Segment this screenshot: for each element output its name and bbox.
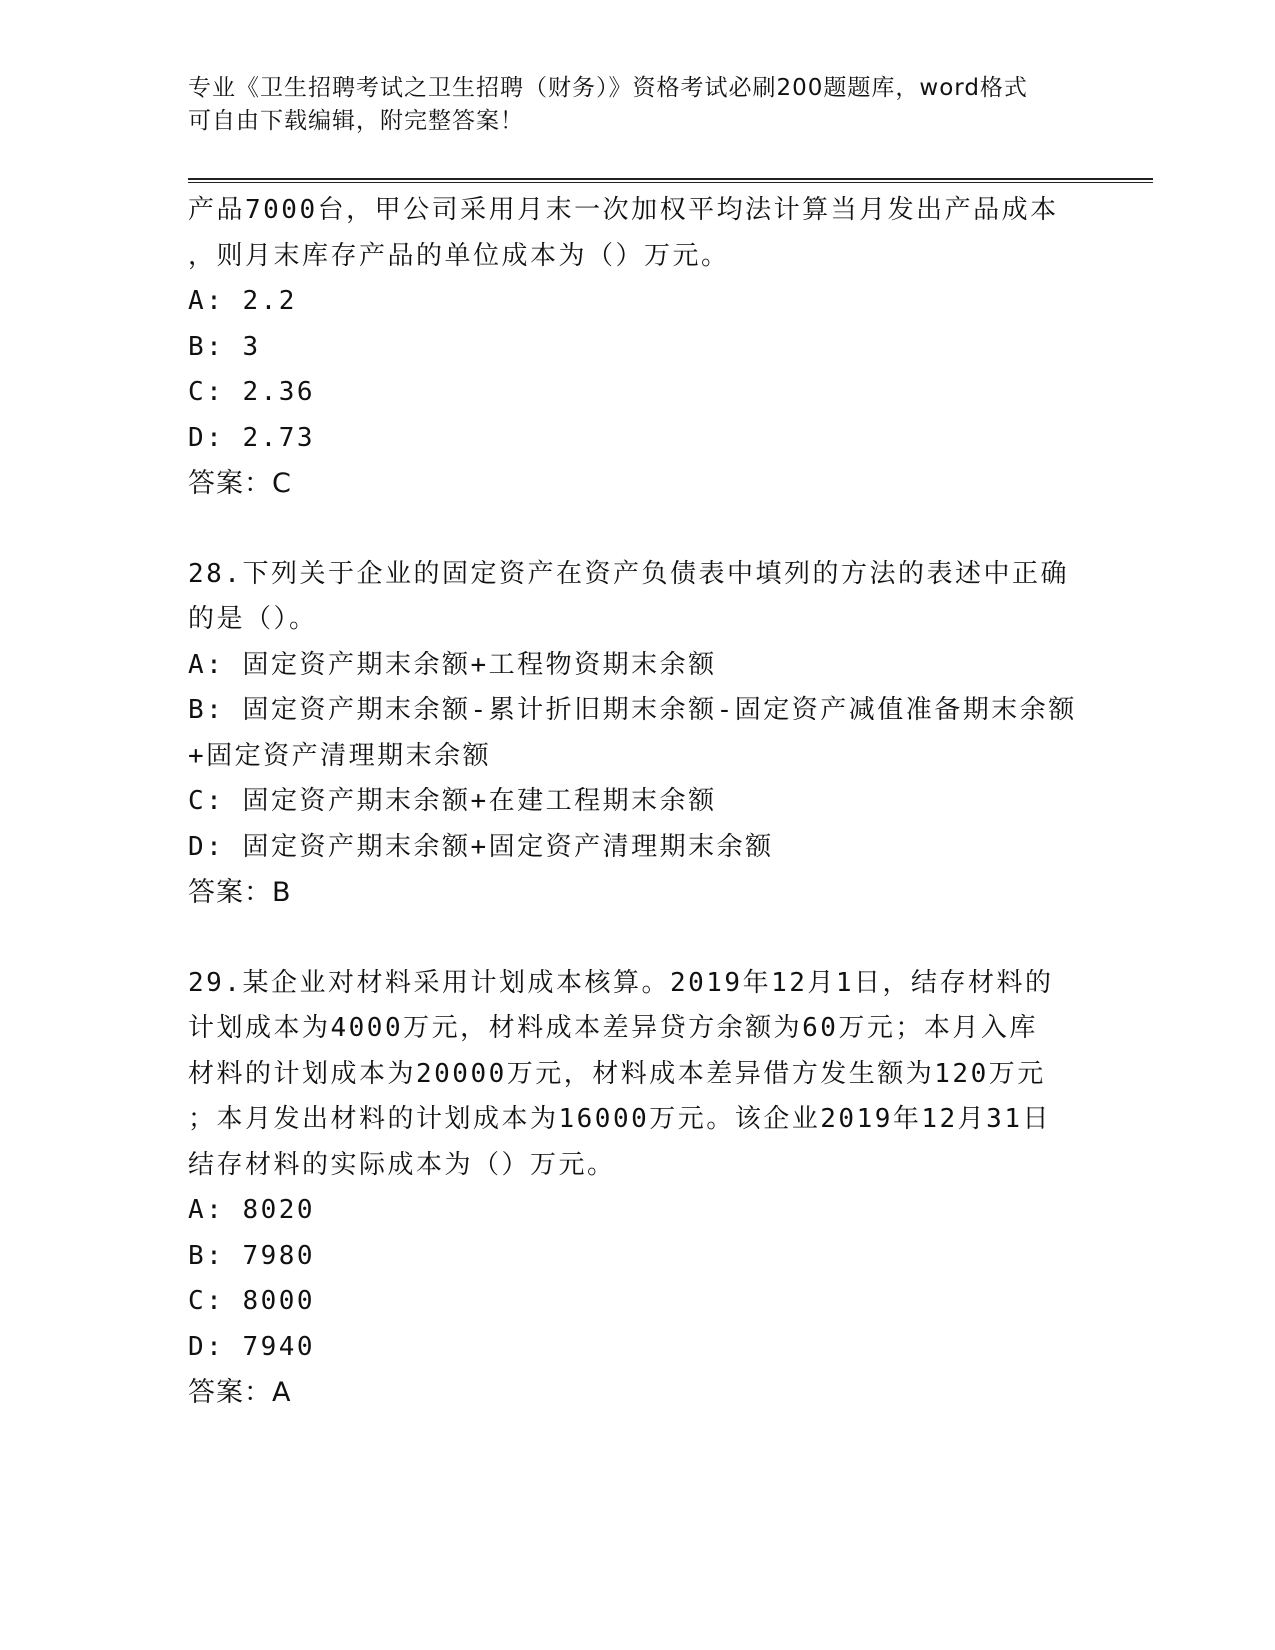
- question-text: [188, 961, 1088, 1189]
- option-b: B: 3: [188, 331, 261, 362]
- option-b-continued: +固定资产清理期末余额: [188, 740, 492, 771]
- question-line: 计划成本为4000万元，材料成本差异贷方余额为60万元；本月入库: [188, 1013, 1038, 1043]
- option-b: B: 7980: [188, 1240, 316, 1271]
- question-line: 29.某企业对材料采用计划成本核算。2019年12月1日，结存材料的: [188, 967, 1054, 998]
- header-divider: [188, 178, 1153, 183]
- option-c: C: 固定资产期末余额+在建工程期末余额: [188, 786, 717, 816]
- question-line: ，则月末库存产品的单位成本为（）万元。: [188, 240, 730, 271]
- document-header: [188, 72, 1068, 138]
- option-d: D: 7940: [188, 1331, 316, 1362]
- option-d: D: 2.73: [188, 422, 316, 453]
- question-line: 产品7000台，甲公司采用月末一次加权平均法计算当月发出产品成本: [188, 195, 1059, 225]
- question-line: 结存材料的实际成本为（）万元。: [188, 1149, 616, 1180]
- option-a: A: 2.2: [188, 286, 297, 316]
- question-item: [188, 961, 1088, 1416]
- option-d: D: 固定资产期末余额+固定资产清理期末余额: [188, 831, 774, 862]
- question-list: [188, 188, 1088, 1416]
- question-text: [188, 188, 1088, 279]
- question-line: 材料的计划成本为20000万元，材料成本差异借方发生额为120万元: [188, 1058, 1046, 1089]
- question-line: ；本月发出材料的计划成本为16000万元。该企业2019年12月31日: [188, 1104, 1051, 1134]
- answer-line: 答案：A: [188, 1377, 292, 1408]
- question-spacer: [188, 916, 1088, 961]
- question-line: 的是（）。: [188, 604, 318, 634]
- option-c: C: 2.36: [188, 377, 316, 407]
- question-item: [188, 552, 1088, 916]
- option-a: A: 8020: [188, 1195, 316, 1225]
- question-item: [188, 188, 1088, 507]
- header-line-1: 专业《卫生招聘考试之卫生招聘（财务）》资格考试必刷200题题库，word格式: [188, 75, 1028, 101]
- question-line: 28.下列关于企业的固定资产在资产负债表中填列的方法的表述中正确: [188, 558, 1069, 589]
- answer-line: 答案：B: [188, 877, 292, 908]
- question-spacer: [188, 507, 1088, 552]
- answer-line: 答案：C: [188, 468, 292, 499]
- header-line-2: 可自由下载编辑，附完整答案！: [188, 108, 524, 134]
- option-a: A: 固定资产期末余额+工程物资期末余额: [188, 649, 717, 680]
- option-b: B: 固定资产期末余额-累计折旧期末余额-固定资产减值准备期末余额: [188, 695, 1077, 725]
- question-text: [188, 552, 1088, 643]
- option-c: C: 8000: [188, 1286, 316, 1316]
